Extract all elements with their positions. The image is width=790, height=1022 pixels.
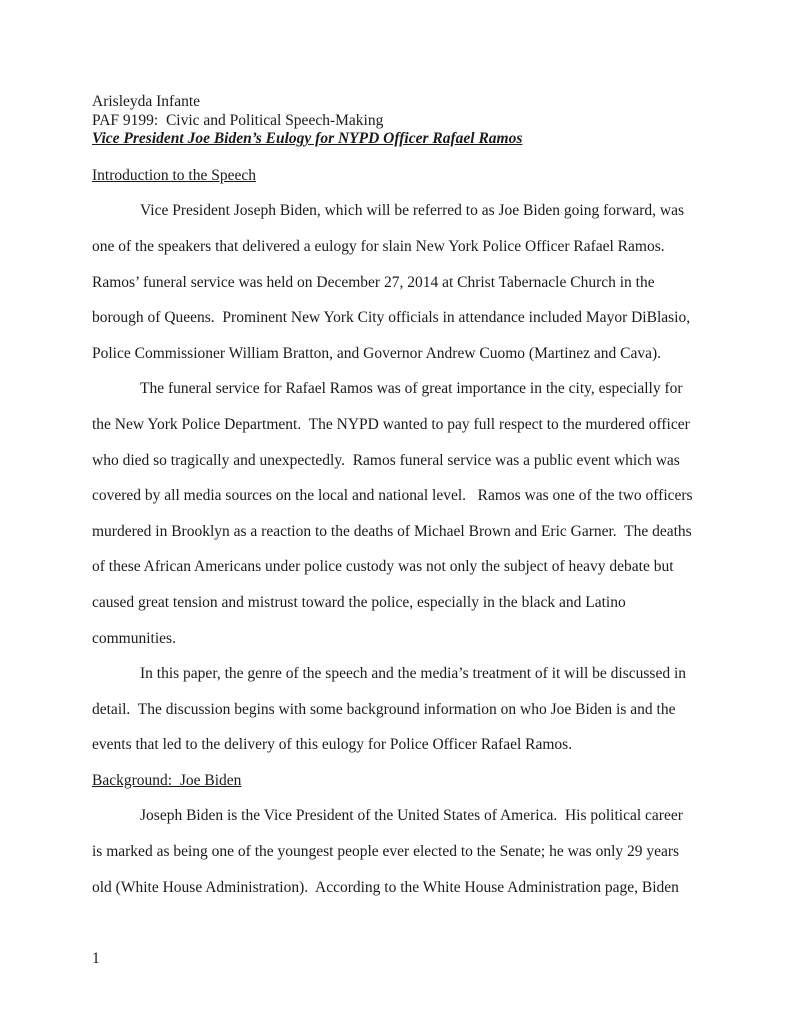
paragraph-line: events that led to the delivery of this eulogy for Police Officer Rafael Ramos. xyxy=(92,736,573,754)
paragraph xyxy=(92,656,717,763)
paragraph-line: old (White House Administration). According to the White House Administration page, Biden xyxy=(92,878,679,896)
document-body xyxy=(92,158,717,905)
paragraph-line: borough of Queens. Prominent New York City officials in attendance included Mayor DiBlasio, xyxy=(92,309,691,327)
paragraph-line: In this paper, the genre of the speech and the media’s treatment of it will be discussed in xyxy=(140,665,687,683)
paragraph-line: caused great tension and mistrust toward the police, especially in the black and Latino xyxy=(92,593,626,611)
paragraph-line: of these African Americans under police custody was not only the subject of heavy debate but xyxy=(92,558,674,576)
paragraph-line: The funeral service for Rafael Ramos was of great importance in the city, especially for xyxy=(140,380,683,398)
paragraph-line: Ramos’ funeral service was held on December 27, 2014 at Christ Tabernacle Church in the xyxy=(92,273,655,291)
section-heading: Introduction to the Speech xyxy=(92,166,256,184)
document-content xyxy=(92,93,717,905)
paragraph-line: detail. The discussion begins with some background information on who Joe Biden is and the xyxy=(92,700,676,718)
paragraph xyxy=(92,193,717,371)
paragraph-line: is marked as being one of the youngest people ever elected to the Senate; he was only 29 years xyxy=(92,843,680,861)
author-name: Arisleyda Infante xyxy=(92,93,201,110)
paragraph-line: Vice President Joseph Biden, which will be referred to as Joe Biden going forward, was xyxy=(140,202,685,220)
page-number: 1 xyxy=(92,950,100,967)
paragraph-line: the New York Police Department. The NYPD wanted to pay full respect to the murdered officer xyxy=(92,415,690,433)
paragraph-line: who died so tragically and unexpectedly. Ramos funeral service was a public event which was xyxy=(92,451,680,469)
paragraph xyxy=(92,798,717,905)
paragraph-line: Joseph Biden is the Vice President of the United States of America. His political career xyxy=(140,807,683,825)
paragraph-line: Police Commissioner William Bratton, and Governor Andrew Cuomo (Martinez and Cava). xyxy=(92,344,662,362)
paragraph-line: communities. xyxy=(92,629,176,647)
paper-title: Vice President Joe Biden’s Eulogy for NYPD Officer Rafael Ramos xyxy=(92,130,523,148)
paragraph-line: one of the speakers that delivered a eulogy for slain New York Police Officer Rafael Ramos. xyxy=(92,237,665,255)
section-heading: Background: Joe Biden xyxy=(92,771,242,789)
paragraph-line: covered by all media sources on the local and national level. Ramos was one of the two officers xyxy=(92,487,693,505)
document-header xyxy=(92,93,717,149)
course-title: PAF 9199: Civic and Political Speech-Making xyxy=(92,111,384,129)
paragraph-line: murdered in Brooklyn as a reaction to the deaths of Michael Brown and Eric Garner. The deaths xyxy=(92,522,692,540)
paragraph xyxy=(92,371,717,656)
